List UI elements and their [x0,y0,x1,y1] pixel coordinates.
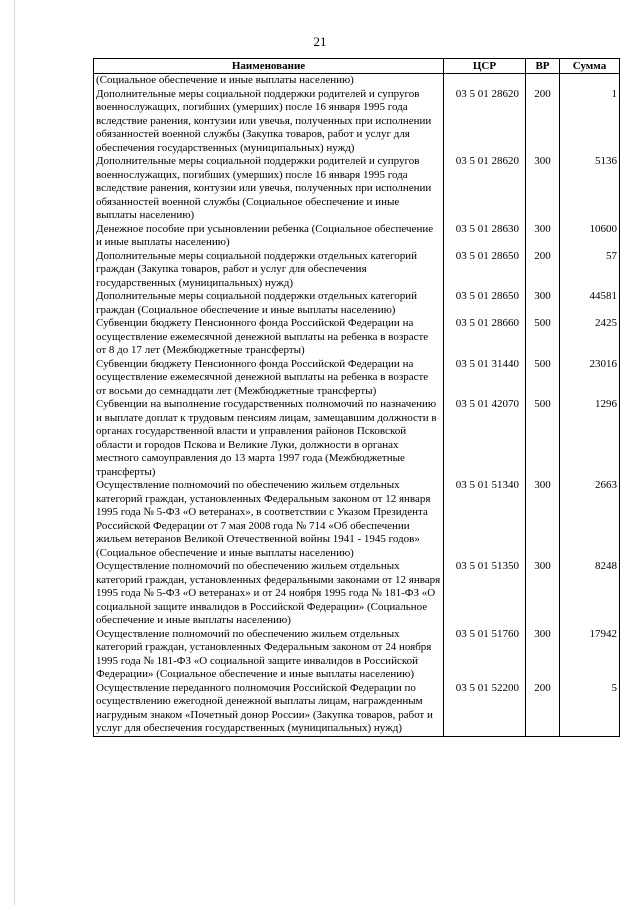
scan-edge-line [14,0,15,905]
row-vr: 500 [526,317,560,358]
header-vr: ВР [526,59,560,74]
row-csr: 03 5 01 51350 [444,560,526,628]
bottom-border-cell [526,736,560,737]
row-name: Осуществление переданного полномочия Российской Федерации по осуществлению ежегодной денежной выплаты лицам, награжденным нагрудным знаком «Почетный донор России» (Закупка товаров, работ и услуг для обеспечения государственных (муниципальных) нужд) [94,682,444,737]
row-csr: 03 5 01 51760 [444,628,526,682]
bottom-border-cell [94,736,444,737]
row-vr: 300 [526,290,560,317]
row-sum: 10600 [560,223,620,250]
row-csr: 03 5 01 28660 [444,317,526,358]
table-row [94,682,620,737]
row-csr: 03 5 01 51340 [444,479,526,560]
header-sum: Сумма [560,59,620,74]
continuation-row [94,74,620,88]
row-name: Субвенции на выполнение государственных полномочий по назначению и выплате доплат к трудовым пенсиям лицам, замещавшим должности в органах государственной власти и управления районов Псковской области и городов Пскова и Великие Луки, должности в органах местного самоуправления до 13 марта 1997 года (Межбюджетные трансферты) [94,398,444,479]
table-row [94,398,620,479]
row-vr: 300 [526,155,560,223]
table-bottom-border [94,736,620,737]
row-vr: 200 [526,682,560,737]
table-row [94,628,620,682]
continuation-vr [526,74,560,88]
header-csr: ЦСР [444,59,526,74]
row-name: Осуществление полномочий по обеспечению жильем отдельных категорий граждан, установленных Федеральным законом от 12 января 1995 года № 5-ФЗ «О ветеранах», в соответствии с Указом Президента Российской Федерации от 7 мая 2008 года № 714 «Об обеспечении жильем ветеранов Великой Отечественной войны 1941 - 1945 годов» (Социальное обеспечение и иные выплаты населению) [94,479,444,560]
row-name: Денежное пособие при усыновлении ребенка (Социальное обеспечение и иные выплаты населению) [94,223,444,250]
row-sum: 5136 [560,155,620,223]
table-row [94,290,620,317]
table-row [94,88,620,156]
row-csr: 03 5 01 28630 [444,223,526,250]
row-name: Дополнительные меры социальной поддержки отдельных категорий граждан (Социальное обеспечение и иные выплаты населению) [94,290,444,317]
row-sum: 2425 [560,317,620,358]
row-csr: 03 5 01 42070 [444,398,526,479]
row-name: Дополнительные меры социальной поддержки отдельных категорий граждан (Закупка товаров, работ и услуг для обеспечения государственных (муниципальных) нужд) [94,250,444,291]
table-row [94,358,620,399]
row-vr: 300 [526,628,560,682]
continuation-csr [444,74,526,88]
table-header-row [94,59,620,74]
table-row [94,250,620,291]
row-csr: 03 5 01 28650 [444,250,526,291]
table-row [94,223,620,250]
row-vr: 300 [526,223,560,250]
row-sum: 1296 [560,398,620,479]
row-name: Субвенции бюджету Пенсионного фонда Российской Федерации на осуществление ежемесячной денежной выплаты на ребенка в возрасте от восьми до семнадцати лет (Межбюджетные трансферты) [94,358,444,399]
row-sum: 44581 [560,290,620,317]
row-vr: 300 [526,560,560,628]
table-row [94,479,620,560]
table-row [94,155,620,223]
row-csr: 03 5 01 28620 [444,155,526,223]
row-vr: 300 [526,479,560,560]
row-sum: 57 [560,250,620,291]
row-sum: 5 [560,682,620,737]
row-csr: 03 5 01 31440 [444,358,526,399]
row-vr: 500 [526,358,560,399]
row-name: Субвенции бюджету Пенсионного фонда Российской Федерации на осуществление ежемесячной денежной выплаты на ребенка в возрасте от 8 до 17 лет (Межбюджетные трансферты) [94,317,444,358]
bottom-border-cell [444,736,526,737]
row-csr: 03 5 01 28650 [444,290,526,317]
row-csr: 03 5 01 52200 [444,682,526,737]
row-name: Осуществление полномочий по обеспечению жильем отдельных категорий граждан, установленных федеральными законами от 12 января 1995 года № 5-ФЗ «О ветеранах» и от 24 ноября 1995 года № 181-ФЗ «О социальной защите инвалидов в Российской Федерации» (Социальное обеспечение и иные выплаты населению) [94,560,444,628]
row-name: Дополнительные меры социальной поддержки родителей и супругов военнослужащих, погибших (умерших) после 16 января 1995 года вследствие ранения, контузии или увечья, полученных при исполнении обязанностей военной службы (Социальное обеспечение и иные выплаты населению) [94,155,444,223]
row-sum: 17942 [560,628,620,682]
row-csr: 03 5 01 28620 [444,88,526,156]
header-name: Наименование [94,59,444,74]
row-vr: 500 [526,398,560,479]
row-sum: 23016 [560,358,620,399]
row-vr: 200 [526,250,560,291]
row-sum: 2663 [560,479,620,560]
row-sum: 1 [560,88,620,156]
row-vr: 200 [526,88,560,156]
continuation-sum [560,74,620,88]
bottom-border-cell [560,736,620,737]
table-row [94,560,620,628]
budget-table [93,58,620,737]
continuation-text: (Социальное обеспечение и иные выплаты населению) [94,74,444,88]
row-name: Дополнительные меры социальной поддержки родителей и супругов военнослужащих, погибших (умерших) после 16 января 1995 года вследствие ранения, контузии или увечья, полученных при исполнении обязанностей военной службы (Закупка товаров, работ и услуг для обеспечения государственных (муниципальных) нужд) [94,88,444,156]
table-row [94,317,620,358]
row-sum: 8248 [560,560,620,628]
row-name: Осуществление полномочий по обеспечению жильем отдельных категорий граждан, установленных Федеральным законом от 24 ноября 1995 года № 181-ФЗ «О социальной защите инвалидов в Российской Федерации» (Социальное обеспечение и иные выплаты населению) [94,628,444,682]
page-number: 21 [313,34,327,49]
